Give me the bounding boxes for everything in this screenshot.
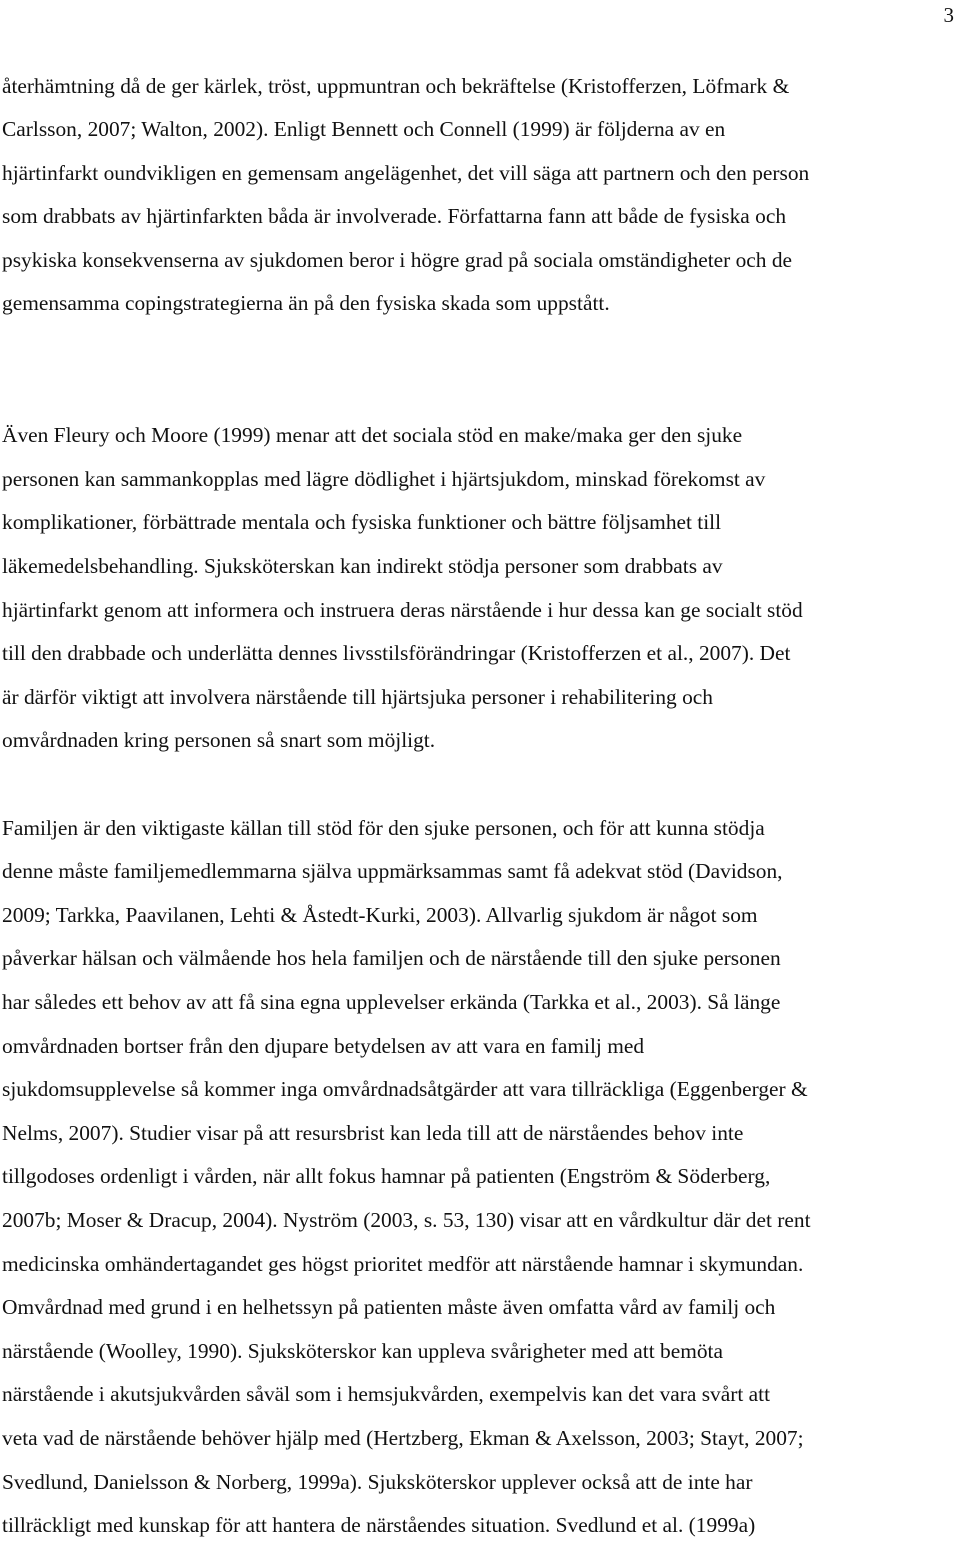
paragraph-line: Carlsson, 2007; Walton, 2002). Enligt Bennett och Connell (1999) är följderna av en (2, 117, 726, 141)
paragraph-line: läkemedelsbehandling. Sjuksköterskan kan indirekt stödja personer som drabbats av (2, 554, 723, 578)
paragraph-line: hjärtinfarkt oundvikligen en gemensam angelägenhet, det vill säga att partnern och den person (2, 161, 810, 185)
paragraph-line: gemensamma copingstrategierna än på den fysiska skada som uppstått. (2, 291, 610, 315)
paragraph-line: har således ett behov av att få sina egna upplevelser erkända (Tarkka et al., 2003). Så länge (2, 990, 781, 1014)
paragraph-line: närstående i akutsjukvården såväl som i hemsjukvården, exempelvis kan det vara svårt att (2, 1382, 771, 1406)
paragraph-line: Omvårdnad med grund i en helhetssyn på patienten måste även omfatta vård av familj och (2, 1295, 776, 1319)
paragraph-line: är därför viktigt att involvera närstående till hjärtsjuka personer i rehabilitering och (2, 685, 713, 709)
paragraph-line: denne måste familjemedlemmarna själva uppmärksammas samt få adekvat stöd (Davidson, (2, 859, 783, 883)
paragraph-line: tillgodoses ordenligt i vården, när allt fokus hamnar på patienten (Engström & Söderberg, (2, 1164, 771, 1188)
paragraph-line: medicinska omhändertagandet ges högst prioritet medför att närstående hamnar i skymundan. (2, 1252, 804, 1276)
paragraph-line: sjukdomsupplevelse så kommer inga omvårdnadsåtgärder att vara tillräckliga (Eggenberger & (2, 1077, 808, 1101)
paragraph-line: Nelms, 2007). Studier visar på att resursbrist kan leda till att de närståendes behov inte (2, 1121, 744, 1145)
paragraph-line: som drabbats av hjärtinfarkten båda är involverade. Författarna fann att både de fysiska och (2, 204, 787, 228)
paragraph-line: Även Fleury och Moore (1999) menar att det sociala stöd en make/maka ger den sjuke (2, 423, 743, 447)
paragraph-line: påverkar hälsan och välmående hos hela familjen och de närstående till den sjuke personen (2, 946, 781, 970)
paragraph-line: hjärtinfarkt genom att informera och instruera deras närstående i hur dessa kan ge socialt stöd (2, 598, 803, 622)
paragraph-line: återhämtning då de ger kärlek, tröst, uppmuntran och bekräftelse (Kristofferzen, Löfmark & (2, 74, 790, 98)
paragraph-line: psykiska konsekvenserna av sjukdomen beror i högre grad på sociala omständigheter och de (2, 248, 793, 272)
paragraph-line: 2007b; Moser & Dracup, 2004). Nyström (2003, s. 53, 130) visar att en vårdkultur där det rent (2, 1208, 811, 1232)
paragraph-line: veta vad de närstående behöver hjälp med (Hertzberg, Ekman & Axelsson, 2003; Stayt, 2007; (2, 1426, 804, 1450)
paragraph-line: 2009; Tarkka, Paavilanen, Lehti & Åstedt-Kurki, 2003). Allvarlig sjukdom är något som (2, 903, 758, 927)
paragraph-line: till den drabbade och underlätta dennes livsstilsförändringar (Kristofferzen et al., 2007). Det (2, 641, 791, 665)
page-number: 3 (943, 3, 954, 27)
paragraph-line: omvårdnaden kring personen så snart som möjligt. (2, 728, 436, 752)
paragraph-line: Svedlund, Danielsson & Norberg, 1999a). Sjuksköterskor upplever också att de inte har (2, 1470, 753, 1494)
paragraph-line: Familjen är den viktigaste källan till stöd för den sjuke personen, och för att kunna stödja (2, 816, 765, 840)
paragraph-line: tillräckligt med kunskap för att hantera de närståendes situation. Svedlund et al. (1999a) (2, 1513, 756, 1537)
paragraph-line: personen kan sammankopplas med lägre dödlighet i hjärtsjukdom, minskad förekomst av (2, 467, 766, 491)
paragraph-line: komplikationer, förbättrade mentala och fysiska funktioner och bättre följsamhet till (2, 510, 722, 534)
paragraph-line: närstående (Woolley, 1990). Sjuksköterskor kan uppleva svårigheter med att bemöta (2, 1339, 723, 1363)
paragraph-line: omvårdnaden bortser från den djupare betydelsen av att vara en familj med (2, 1034, 645, 1058)
